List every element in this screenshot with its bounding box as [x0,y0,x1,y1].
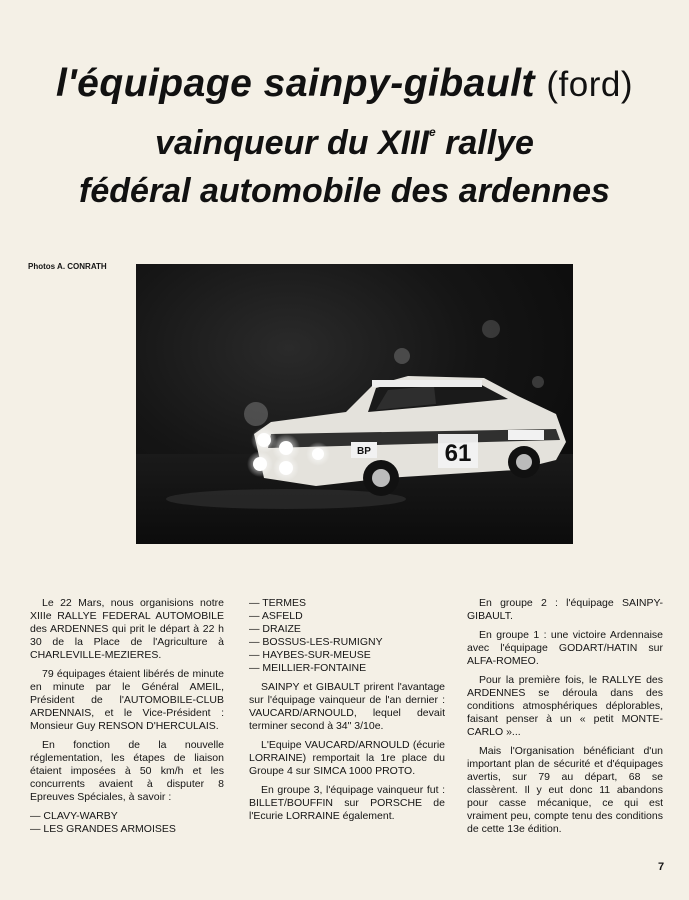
headline-brand: (ford) [546,65,633,104]
stage-item: — MEILLIER-FONTAINE [249,662,367,674]
stage-item: — ASFELD [249,610,303,622]
stage-item: — LES GRANDES ARMOISES [30,823,176,835]
rally-car-photo [136,264,573,544]
paragraph: Pour la première fois, le RALLYE des ARDENNES se déroula dans des conditions atmosphériques déplorables, faisant penser à un « petit MONTE-CARLO »... [467,674,663,738]
car-number: 61 [444,440,472,467]
headline-line-3: fédéral automobile des ardennes [79,172,610,210]
headline-line-2 [0,124,689,163]
page-number: 7 [658,861,665,873]
photo-credit: Photos A. CONRATH [28,262,107,271]
stage-list [30,810,224,836]
stage-item: — DRAIZE [249,623,301,635]
headline-main-text: l'équipage sainpy-gibault [56,62,536,105]
stage-item: — BOSSUS-LES-RUMIGNY [249,636,383,648]
paragraph: En groupe 1 : une victoire Ardennaise avec l'équipage GODART/HATIN sur ALFA-ROMEO. [467,629,663,667]
stage-item: — CLAVY-WARBY [30,810,118,822]
stage-list [249,597,445,675]
paragraph: 79 équipages étaient libérés de minute en minute par le Général AMEIL, Président de l'AUTOMOBILE-CLUB ARDENNAIS, et le Vice-Président : Monsieur Guy RENSON D'HERCULAIS. [30,668,224,732]
headline-line-1 [0,62,689,106]
article-column-2 [249,597,445,829]
paragraph: En groupe 2 : l'équipage SAINPY-GIBAULT. [467,597,663,622]
headline-superscript: e [428,125,436,139]
paragraph: En groupe 3, l'équipage vainqueur fut : BILLET/BOUFFIN sur PORSCHE de l'Ecurie LORRAINE également. [249,784,445,822]
svg-text:BP: BP [357,446,371,457]
paragraph: L'Equipe VAUCARD/ARNOULD (écurie LORRAINE) remportait la 1re place du Groupe 4 sur SIMCA 1000 PROTO. [249,739,445,777]
paragraph: En fonction de la nouvelle réglementation, les étapes de liaison étaient imposées à 50 km/h et les concurrents avaient à disputer 8 Epreuves Spéciales, à savoir : [30,739,224,803]
stage-item: — TERMES [249,597,306,609]
paragraph: SAINPY et GIBAULT prirent l'avantage sur l'équipage vainqueur de l'an dernier : VAUCARD/ARNOULD, lequel devait terminer second à 34" 3/10e. [249,681,445,732]
paragraph: Le 22 Mars, nous organisions notre XIIIe RALLYE FEDERAL AUTOMOBILE des ARDENNES qui prit le départ à 22 h 30 de la Place de l'Agriculture à CHARLEVILLE-MEZIERES. [30,597,224,661]
article-column-3 [467,597,663,842]
article-column-1 [30,597,224,842]
paragraph: Mais l'Organisation bénéficiant d'un important plan de sécurité et d'équipages avertis, sur 79 au départ, 68 se classèrent. Il y eut donc 11 abandons pour casse mécanique, ce qui est vraiment peu, compte tenu des conditions de cette 13e édition. [467,745,663,835]
headline-line-2-post: rallye [435,124,534,162]
stage-item: — HAYBES-SUR-MEUSE [249,649,371,661]
headline-line-2-pre: vainqueur du XIII [155,124,429,162]
